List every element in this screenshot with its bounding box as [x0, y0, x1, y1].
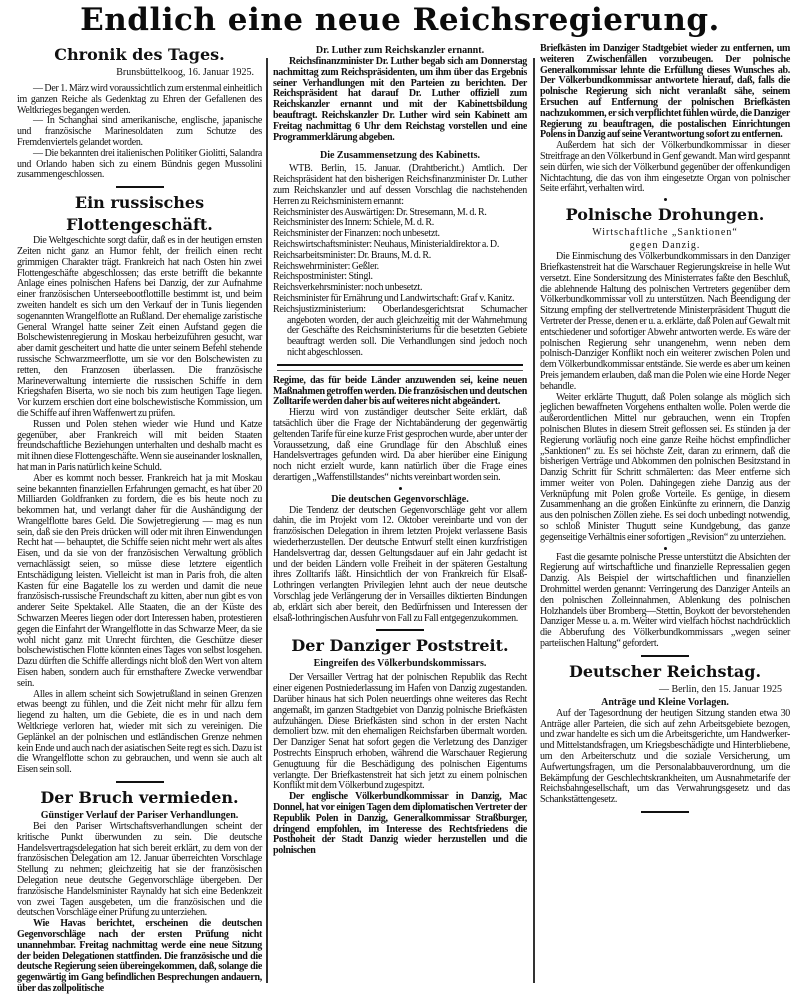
- minister-item: Reichswirtschaftsminister: Neuhaus, Ministerialdirektor a. D.: [273, 238, 500, 250]
- paragraph: Die Tendenz der deutschen Gegenvorschläge geht vor allem dahin, die im Projekt vom 12. Oktober vereinbarte und von der französischen Delegation in ihrem letzten Projekt verlassene Basis wiederherzustellen. Der deutsche Entwurf stellt einen kurzfristigen Handelsvertrag dar, dessen Geltungsdauer auf ein Jahr gedacht ist und der beiden Ländern volle Freiheit in der späteren Gestaltung ihres Zolltarifs läßt. Hinsichtlich der von Frankreich für Elsaß-Lothringen verlangten Privilegien lehnt auch der neue deutsche Vorschlag jede Verlängerung der in Versailles diktierten Bindungen ab, erklärt sich aber bereit, den Bedürfnissen und Interessen der elsaß-lothringischen Ausfuhr von Fall zu Fall entgegenzukommen.: [273, 504, 527, 624]
- column-middle: [273, 44, 527, 983]
- drohungen-subtitle: Wirtschaftliche „Sanktionen“ gegen Danzig.: [592, 227, 738, 252]
- poststreit-title: Der Danziger Poststreit.: [291, 636, 509, 656]
- minister-item: Reichsminister der Finanzen: noch unbesetzt.: [273, 228, 440, 240]
- paragraph: Briefkästen im Danziger Stadtgebiet wieder zu entfernen, um weiteren Zwischenfällen vorzubeugen. Der polnische Generalkommissar lehnte die Erfüllung dieses Wunsches ab. Der Völkerbundkommissar antwortete hierauf, daß, falls die polnische Regierung sich nicht veranlaßt sähe, seinem Ersuchen auf Entfernung der polnischen Briefkästen nachzukommen, er sich verpflichtet fühlen würde, die Danziger Regierung zu beauftragen, die postalischen Einrichtungen Polens in Danzig auf seine Verantwortung sofort zu entfernen.: [540, 43, 790, 141]
- bullet-separator: [664, 198, 667, 201]
- bruch-section: [17, 787, 262, 995]
- luther-section: [273, 44, 527, 143]
- column-divider: [533, 58, 535, 983]
- bullet-separator: [664, 547, 667, 550]
- minister-item: Reichsminister für Ernährung und Landwirtschaft: Graf v. Kanitz.: [273, 292, 515, 304]
- chronik-dateline: Brunsbüttelkoog, 16. Januar 1925.: [116, 67, 254, 78]
- minister-item: Reichswehrminister: Geßler.: [273, 260, 379, 272]
- minister-item: Reichsjustizministerium: Oberlandesgerichtsrat Schumacher angeboten worden, der auch gleichzeitig mit der Wahrnehmung der Geschäfte des Reichsministeriums für die besetzten Gebiete beauftragt werden soll. Die Verhandlungen sind jedoch noch nicht abgeschlossen.: [273, 303, 527, 358]
- column-right: [540, 44, 790, 983]
- minister-list: [273, 208, 527, 359]
- paragraph: Aber es kommt noch besser. Frankreich hat ja mit Moskau seine bekannten finanziellen Erfahrungen gemacht, es hat über 20 Milliarden Goldfranken zu fordern, die es bis heute noch zu bekommen hat, und verlangt daher für die Aushändigung der Wrangelflotte bares Geld. Die Sowjetregierung — mag es nun sein, daß sie den Preis drücken will oder mit ihren Einwendungen Recht hat — behauptet, die Schiffe seien nicht mehr wert als altes Eisen, und da sie von der französischen Verwaltung gröblich vernachlässigt seien, so müsse diese letztere eigentlich Entschädigung leisten. Vielleicht ist man in Paris froh, die alten Kasten für eine Bagatelle los zu werden und damit die neue französisch-russische Freundschaft zu kitten, aber nun gibt es von anderer Seite Spektakel. Alle Staaten, die an der Küste des Schwarzen Meeres liegen oder dort Interessen haben, protestieren gegen die Einfahrt der Wrangelflotte in das Schwarze Meer, da sie wohl nicht ganz mit Unrecht fürchten, die Geschütze dieser bolschewistischen Flotte könnten eines Tages von selbst losgehen. Dazu dürften die Schiffe allerdings nicht bloß den Wert von altem Eisen haben, sondern auch für ernsthaftere Zwecke verwendbar sein.: [17, 472, 262, 689]
- paragraph: Wie Havas berichtet, erscheinen die deutschen Gegenvorschläge nach der ersten Prüfung nicht unannehmbar. Freitag nachmittag werde eine neue Sitzung der beiden Delegationen stattfinden. Die französische und die deutsche Regierung seien übereingekommen, daß, solange die gegenwärtig im Gang befindlichen Besprechungen andauern, über das zollpolitische: [17, 918, 262, 994]
- separator-rule: [116, 186, 164, 188]
- poststreit-section: [273, 635, 527, 857]
- paragraph: Regime, das für beide Länder anzuwenden sei, keine neuen Maßnahmen getroffen werden. Die französischen und deutschen Zolltarife werden daher bis auf weiteres nicht abgeändert.: [273, 374, 527, 408]
- minister-item: Reichsminister des Auswärtigen: Dr. Stresemann, M. d. R.: [273, 206, 487, 218]
- poststreit-continuation: [540, 44, 790, 195]
- separator-rule: [376, 629, 424, 631]
- paragraph: Hierzu wird von zuständiger deutscher Seite erklärt, daß tatsächlich über die Frage der Nichtabänderung der gegenwärtig geltenden Tarife für eine kurze Frist gesprochen wurde, aber unter der Voraussetzung, daß eine Grundlage für den Abschluß eines Handelsvertrages gefunden wird. Da aber hierüber eine Einigung noch nicht erzielt wurde, kann natürlich über die Frage eines derartigen „Waffenstillstandes“ nichts vereinbart worden sein.: [273, 407, 527, 483]
- chronik-section: [17, 44, 262, 181]
- paragraph: Russen und Polen stehen wieder wie Hund und Katze gegenüber, aber Frankreich will mit beiden Staaten freundschaftliche Beziehungen unterhalten und deshalb macht es mit ihnen diese Flottengeschäfte. Wenn sie auseinander losknallen, hat man in Paris natürlich keine Schuld.: [17, 418, 262, 473]
- flotte-title: Ein russisches Flottengeschäft.: [66, 193, 213, 235]
- paragraph: Reichsfinanzminister Dr. Luther begab sich am Donnerstag nachmittag zum Reichspräsidenten, um ihm über das Ergebnis seiner Verhandlungen mit den Parteien zu berichten. Der Reichspräsident hat darauf Dr. Luther offiziell zum Reichskanzler ernannt und mit der Kabinettsbildung beauftragt. Reichskanzler Dr. Luther wird sein Kabinett am Freitag nachmittag 6 Uhr dem Reichstag vorstellen und eine Programmerklärung abgeben.: [273, 56, 527, 143]
- page-headline: Endlich eine neue Reichsregierung.: [80, 2, 720, 38]
- paragraph: Die Einmischung des Völkerbundkommissars in den Danziger Briefkastenstreit hat die Warschauer Regierungskreise in helle Wut versetzt. Eine Sondersitzung des Ministerrates faßte den Beschluß, die ablehnende Haltung des polnischen Vertreters gegenüber dem Völkerbundkommissar voll zu unterstützen. Nach Beendigung der Sitzung empfing der stellvertretende Ministerpräsident Thugutt die Vertreter der Presse, denen er u. a. erklärte, daß Polen auf Gewalt mit entschiedener und sofortiger Abwehr antworten werde. Es wäre der polnischen Regierung sehr unangenehm, wenn neben dem polnisch-Danziger Konflikt noch ein weiterer zwischen Polen und dem Völkerbundkommissar entstände. Sie werde es aber um keinen Preis jemandem erlauben, daß man die Polen wie eine Horde Neger behandle.: [540, 251, 790, 392]
- kabinett-section: [273, 149, 527, 358]
- separator-rule: [641, 655, 689, 657]
- gegenvorschlaege-section: [273, 493, 527, 625]
- flotte-section: [17, 192, 262, 776]
- bullet-separator: [399, 487, 402, 490]
- paragraph: Die Weltgeschichte sorgt dafür, daß es in der heutigen ernsten Zeiten nicht ganz an Humor fehlt, der freilich einen recht grimmigen Charakter trägt. Frankreich hat nach Osten hin zwei Flottengeschäfte abgeschlossen; das erste betrifft die bekannte Anlage eines polnischen Hafens bei Danzig, der zur Aufnahme einer französischen Unterseebootflottille bestimmt ist, und beim zweiten handelt es sich um den Verkauf der in Tunis liegenden sogenannten Wrangelflotte an Rußland. Der ehemalige zaristische General Wrangel hatte seiner Zeit einen Aufstand gegen die Bolschewistenregierung in Moskau herbeizuführen gesucht, war aber damit gescheitert und hatte die unter seinem Befehl stehende russische Schwarzmeerflotte, um sie vor den Bolschewisten zu retten, den Franzosen überlassen. Die französische Marineverwaltung internierte die russischen Schiffe in dem Kriegshafen Biserta, wo sie noch bis zum heutigen Tage liegen. Vor kurzem erschien dort eine bolschewistische Kommission, um die Schiffe auf ihren Waffenwert zu prüfen.: [17, 235, 262, 419]
- paragraph: Auf der Tagesordnung der heutigen Sitzung standen etwa 30 Anträge aller Parteien, die sich auf zehn Arbeitsgebiete bezogen, und zwar handelte es sich um die Arbeitsgerichte, um Handwerker- und Mittelstandsfragen, um Kriegsbeschädigte und Hinterbliebene, um den Arbeiterschutz und die soziale Versicherung, um Aufwertungsfragen, um die Personalabbauverordnung, um die Bekämpfung der Geschlechtskrankheiten, um Ausnahmetarife der Reichsbahngesellschaft, um das Verwahrungsgesetz und das Schankstättengesetz.: [540, 707, 790, 806]
- chronik-item: — Der 1. März wird voraussichtlich zum erstenmal einheitlich im ganzen Reiche als Gedenktag zu Ehren der Gefallenen des Weltkrieges begangen werden.: [17, 83, 262, 116]
- minister-item: Reichsminister des Innern: Schiele, M. d. R.: [273, 217, 434, 229]
- reichstag-title: Deutscher Reichstag.: [568, 661, 762, 681]
- paragraph: WTB. Berlin, 15. Januar. (Drahtbericht.) Amtlich. Der Reichspräsident hat den bisherigen Reichsfinanzminister Dr. Luther zum Reichskanzler und auf dessen Vorschlag die nachstehenden Herren zu Reichsministern ernannt:: [273, 163, 527, 207]
- paragraph: Der Versailler Vertrag hat der polnischen Republik das Recht einer eigenen Postniederlassung im Hafen von Danzig zugestanden. Darüber hinaus hat sich Polen neuerdings ohne weiteres das Recht angemaßt, im ganzen Stadtgebiet von Danzig polnische Briefkästen aufzuhängen. Diese Briefkästen sind schon in der ersten Nacht demoliert bzw. mit den ehemaligen Reichsfarben übermalt worden. Der Danziger Senat hat sofort gegen die Verletzung des Danziger Postrechts Einspruch erhoben, während die Warschauer Regierung Genugtuung für die Beschädigung des polnischen Eigentums verlangte. Der Briefkastenstreit hat sich jetzt zu einem polnischen Konflikt mit dem Völkerbund zugespitzt.: [273, 672, 527, 792]
- paragraph: Fast die gesamte polnische Presse unterstützt die Absichten der Regierung auf wirtschaftliche und finanzielle Repressalien gegen Danzig. Als Beispiel der wirtschaftlichen und finanziellen Drohmittel werden genannt: Verringerung des Danziger Anteils an den polnischen Zolleinnahmen, Ablenkung des polnischen Holzhandels über Bromberg—Stettin, Boykott der bevorstehenden Danziger Messe u. a. m. Weiter wird vielfach höchst nachdrücklich die Abberufung des Völkerbundkommissars „wegen seiner parteiischen Haltung“ gefordert.: [540, 551, 790, 650]
- drohungen-title: Polnische Drohungen.: [565, 205, 765, 225]
- poststreit-subtitle: Eingreifen des Völkerbundskommissars.: [313, 658, 487, 670]
- minister-item: Reichspostminister: Stingl.: [273, 271, 373, 283]
- reichstag-section: [540, 661, 790, 806]
- kabinett-title: Die Zusammensetzung des Kabinetts.: [319, 150, 480, 162]
- bruch-title: Der Bruch vermieden.: [40, 788, 239, 808]
- reichstag-dateline: — Berlin, den 15. Januar 1925: [658, 683, 782, 695]
- drohungen-section: [540, 204, 790, 650]
- column-left: [17, 44, 262, 994]
- bruch-subtitle: Günstiger Verlauf der Pariser Verhandlungen.: [40, 810, 239, 822]
- paragraph: Außerdem hat sich der Völkerbundkommissar in dieser Streitfrage an den Völkerbund in Genf gewandt. Man wird gespannt sein dürfen, wie sich der Völkerbund gegenüber der offenkundigen Nichtachtung, die das von ihm eingesetzte Organ von polnischer Seite erfährt, verhalten wird.: [540, 140, 790, 195]
- minister-item: Reichsarbeitsminister: Dr. Brauns, M. d. R.: [273, 249, 431, 261]
- separator-rule: [641, 811, 689, 813]
- chronik-item: — Die bekannten drei italienischen Politiker Giolitti, Salandra und Orlando haben sich zu einem Bündnis gegen Mussolini zusammengeschlossen.: [17, 147, 262, 181]
- luther-title: Dr. Luther zum Reichskanzler ernannt.: [315, 45, 485, 56]
- paragraph: Weiter erklärte Thugutt, daß Polen solange als möglich sich jeglichen bewaffneten Vorgehens enthalten wolle. Polen werde die außerordentlichen Mittel nur gebrauchen, wenn ein Tropfen polnischen Blutes in diesem Streit geflossen sei. Es stünden ja der Regierung vorläufig noch eine ganze Reihe höchst empfindlicher „Sanktionen“ zu. Es sei höchste Zeit, daran zu erinnern, daß die bisherigen Verträge und Abkommen den polnischen Besitzstand in Danzig Schritt für Schritt schmälerten: das Meer entferne sich immer weiter von Polen. Dahingegen ziehe Danzig aus der Verknüpfung mit Polen große Vorteile. Es genüge, in diesem Zusammenhang an die großen Einkünfte zu erinnern, die Danzig aus den polnischen Zöllen ziehe. Es sei doch unbedingt notwendig, so schloß Minister Thugutt seine Kundgebung, das ganze gegenseitige Verhältnis einer sofortigen „Revision“ zu unterziehen.: [540, 391, 790, 543]
- double-rule: [277, 364, 523, 371]
- paragraph: Bei den Pariser Wirtschaftsverhandlungen scheint der kritische Punkt überwunden zu sein. Die deutsche Handelsvertragsdelegation hat sich bereit erklärt, zu dem von der französischen Delegation am 12. Januar überreichten Vorschlage Stellung zu nehmen; gleichzeitig hat sie der französischen Delegation neue deutsche Gegenvorschläge übergeben. Der französische Handelsminister Raynaldy hat sich eine Bedenkzeit von zwei Tagen ausgebeten, um die französischen und die deutschen Vorschläge einer Prüfung zu unterziehen.: [17, 821, 262, 919]
- regime-section: [273, 376, 527, 484]
- chronik-item: — In Schanghai sind amerikanische, englische, japanische und französische Marinesoldaten zum Schutze des Fremdenviertels gelandet worden.: [17, 115, 262, 148]
- column-divider: [266, 58, 268, 983]
- gegenvorschlaege-title: Die deutschen Gegenvorschläge.: [331, 493, 469, 505]
- paragraph: Der englische Völkerbundkommissar in Danzig, Mac Donnel, hat vor einigen Tagen dem diplomatischen Vertreter der Republik Polen in Danzig, Generalkommissar Straßburger, dringend empfohlen, im Interesse des Rechtsfriedens die Posthoheit der Stadt Danzig wieder herzustellen und die polnischen: [273, 791, 527, 857]
- chronik-title: Chronik des Tages.: [54, 45, 225, 64]
- separator-rule: [116, 781, 164, 783]
- reichstag-subtitle: Anträge und Kleine Vorlagen.: [601, 696, 729, 708]
- paragraph: Alles in allem scheint sich Sowjetrußland in seinen Grenzen etwas beengt zu fühlen, und die Zeit nicht mehr für allzu fern liegend zu halten, um die Gebiete, die es in und nach dem Weltkriege verloren hat, wieder mit sich zu vereinigen. Die Geplänkel an der polnischen und estländischen Grenze nehmen kein Ende und auch nach der asiatischen Seite regt es sich. Dazu ist die Wrangelflotte schon zu gebrauchen, und wenn sie auch alt Eisen sein soll.: [17, 688, 262, 776]
- minister-item: Reichsverkehrsminister: noch unbesetzt.: [273, 282, 423, 294]
